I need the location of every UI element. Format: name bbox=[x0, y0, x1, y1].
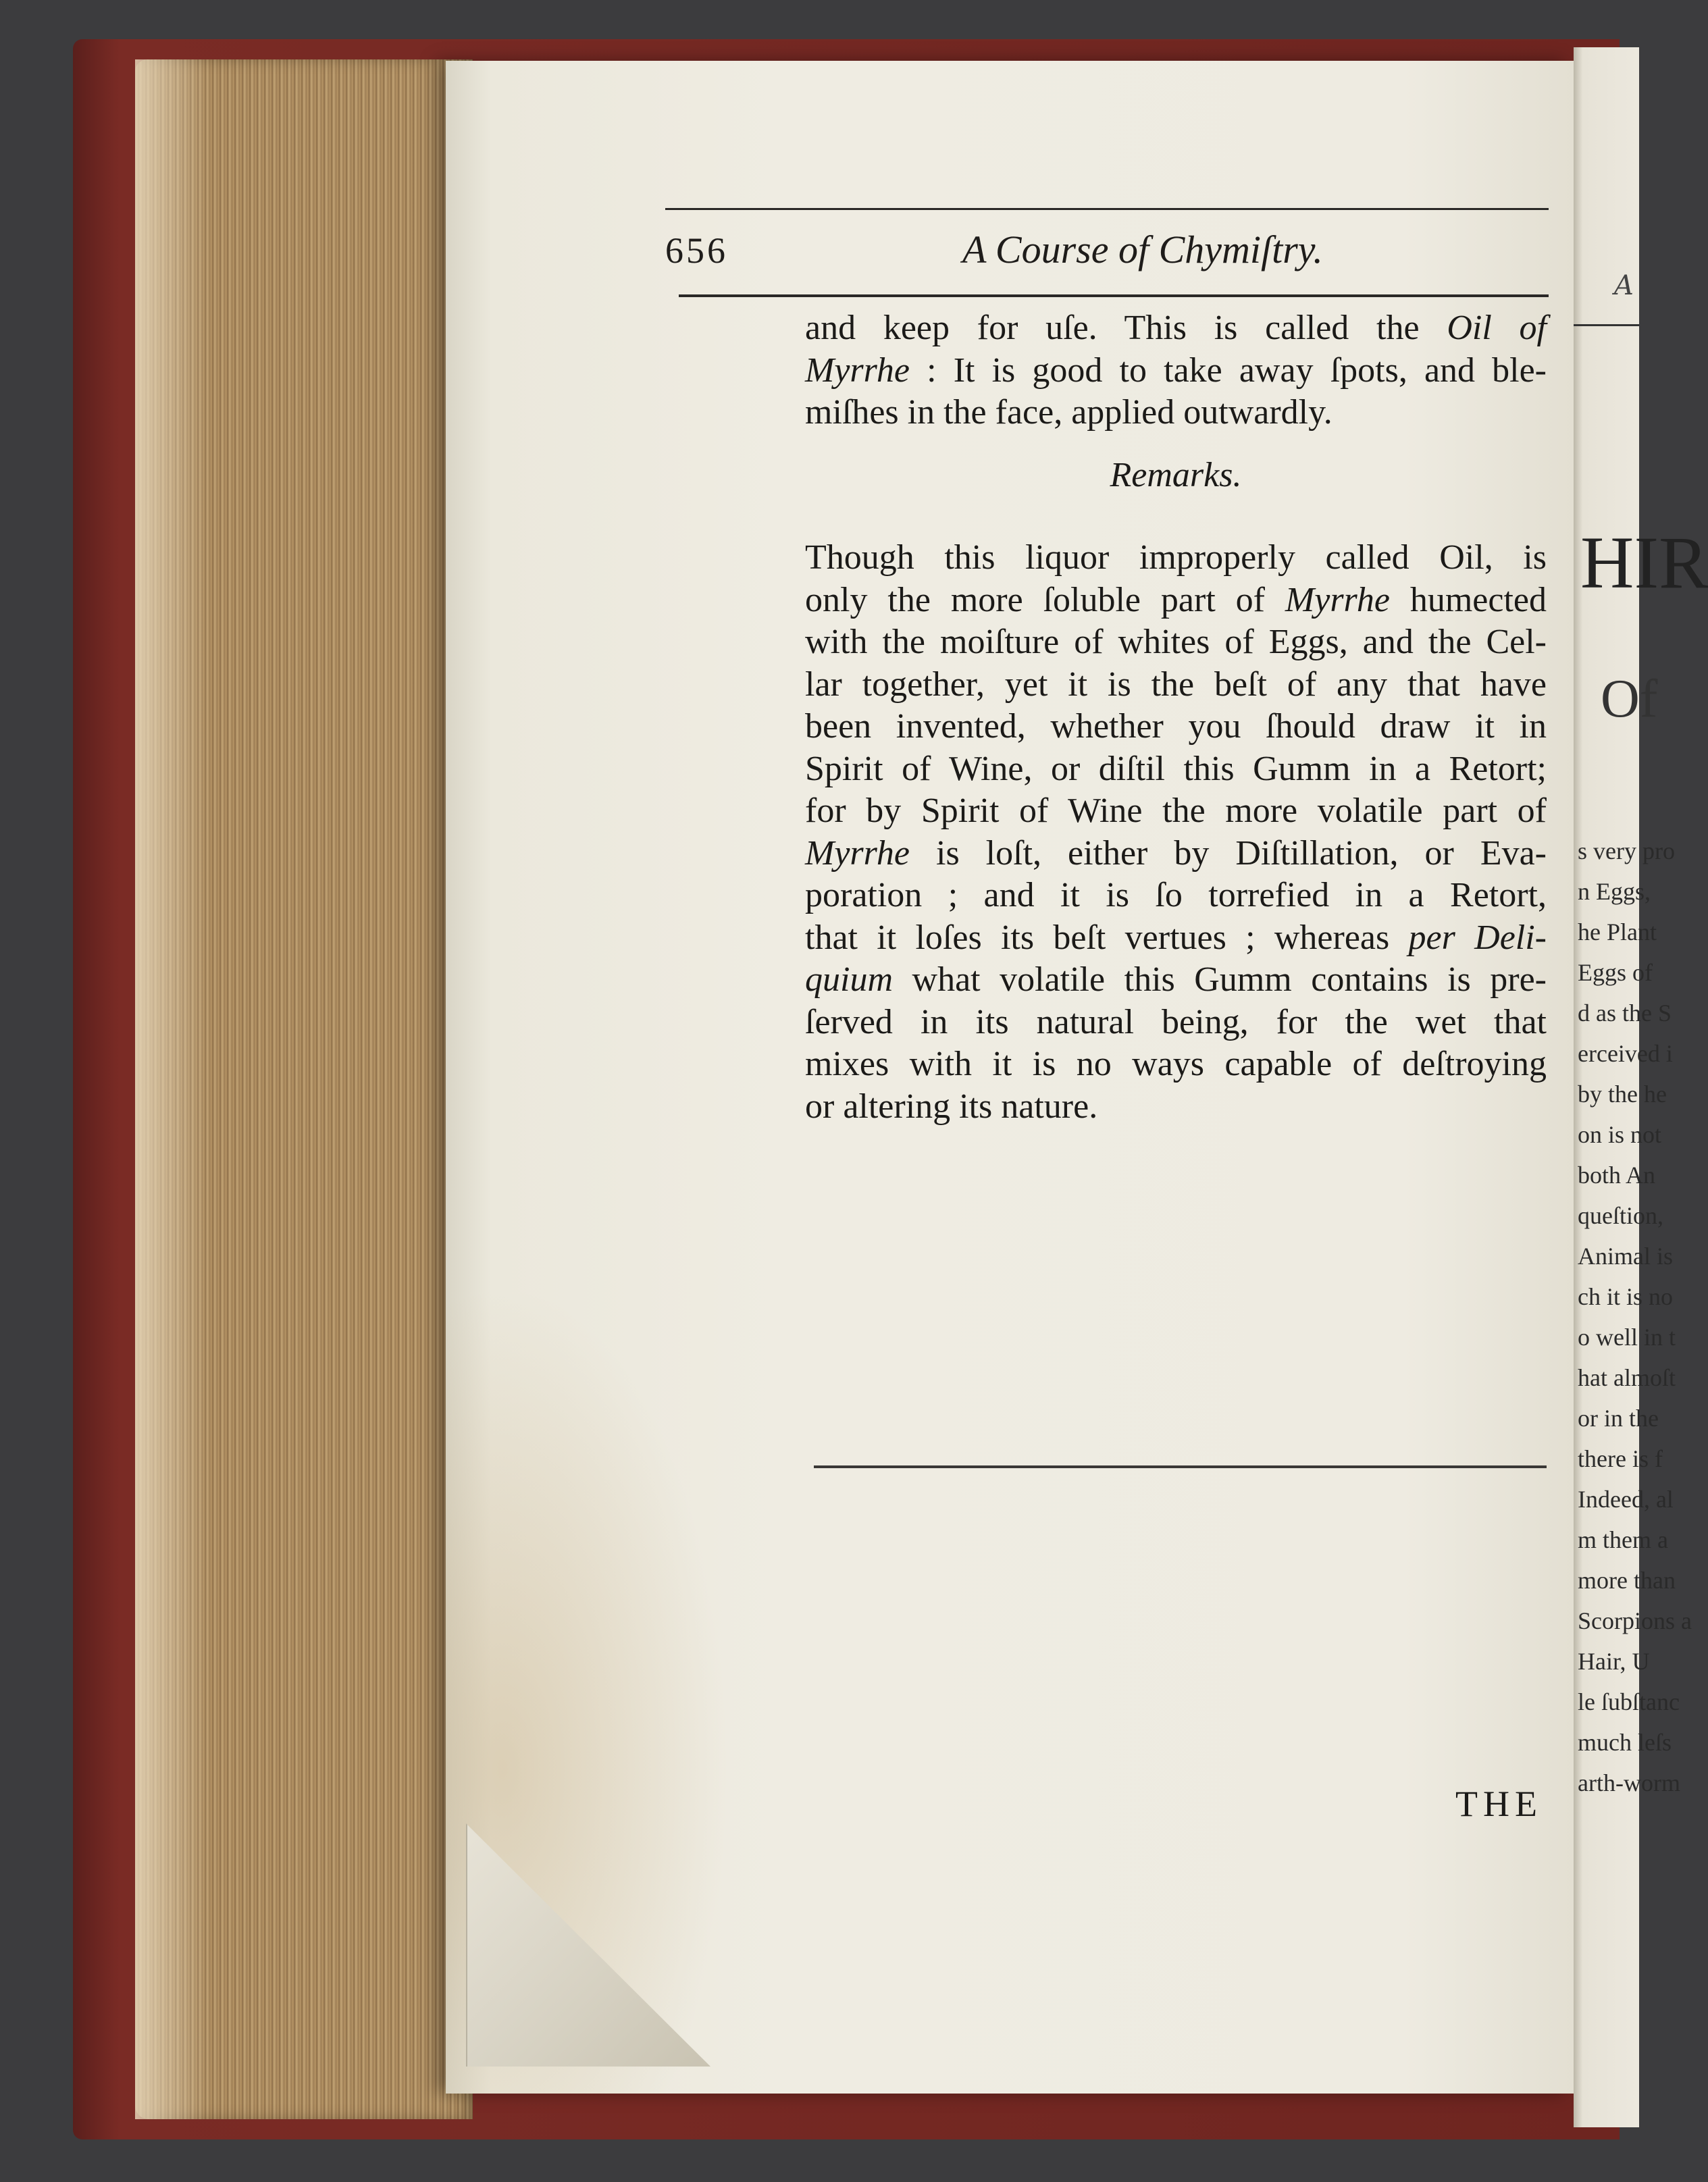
text-line: and keep for uſe. This is called the Oil of bbox=[805, 309, 1547, 347]
page-number: 656 bbox=[665, 230, 728, 271]
text-line: Myrrhe : It is good to take away ſpots, and ble- bbox=[805, 350, 1547, 390]
facing-page-line: ch it is no bbox=[1578, 1283, 1673, 1310]
facing-page-line: arth-worm bbox=[1578, 1769, 1680, 1796]
facing-page-line: m them a bbox=[1578, 1526, 1668, 1553]
facing-page-line: much leſs bbox=[1578, 1729, 1672, 1756]
facing-page-line: Hair, U bbox=[1578, 1648, 1650, 1675]
facing-page-line: d as the S bbox=[1578, 999, 1672, 1027]
facing-page-line: he Plant bbox=[1578, 918, 1657, 945]
facing-page-line: Animal is bbox=[1578, 1243, 1673, 1270]
italic-text: Myrrhe bbox=[805, 350, 910, 390]
text-line: that it loſes its beſt vertues ; whereas per Deli- bbox=[805, 918, 1547, 957]
remarks-heading: Remarks. bbox=[1110, 455, 1242, 494]
catchword: THE bbox=[1455, 1784, 1543, 1824]
facing-page-heading: HIR bbox=[1580, 521, 1708, 604]
header-rule-top bbox=[665, 208, 1549, 210]
page-header bbox=[665, 227, 1543, 288]
facing-page-line: o well in t bbox=[1578, 1324, 1676, 1351]
footer-rule bbox=[814, 1465, 1547, 1468]
italic-text: per Deli- bbox=[1408, 918, 1547, 957]
text-line: Though this liquor improperly called Oil, is bbox=[805, 538, 1547, 577]
main-text bbox=[805, 307, 1547, 1128]
facing-page-edge bbox=[1574, 47, 1708, 2127]
text-line: for by Spirit of Wine the more volatile part of bbox=[805, 791, 1547, 830]
facing-page-line: Eggs of bbox=[1578, 959, 1653, 986]
facing-page-line: both An bbox=[1578, 1162, 1656, 1189]
facing-page-rule bbox=[1574, 324, 1639, 326]
text-line: or altering its nature. bbox=[805, 1087, 1098, 1126]
facing-page-line: erceived i bbox=[1578, 1040, 1673, 1067]
text-line: ſerved in its natural being, for the wet that bbox=[805, 1002, 1547, 1041]
facing-page-subheading: Of bbox=[1601, 669, 1658, 729]
text-line: poration ; and it is ſo torrefied in a Retort, bbox=[805, 876, 1547, 914]
text-line: been invented, whether you ſhould draw it in bbox=[805, 707, 1547, 746]
facing-page-line: there is f bbox=[1578, 1445, 1663, 1472]
facing-page-line: le ſubſtanc bbox=[1578, 1688, 1680, 1715]
paragraph-oil-of-myrrhe bbox=[805, 307, 1547, 434]
facing-page-line: by the he bbox=[1578, 1081, 1667, 1108]
facing-page-line: hat almoſt bbox=[1578, 1364, 1676, 1391]
text-line: with the moiſture of whites of Eggs, and the Cel- bbox=[805, 623, 1547, 661]
header-rule-bottom bbox=[679, 294, 1549, 297]
facing-page-line: Indeed, al bbox=[1578, 1486, 1674, 1513]
facing-page-text bbox=[1574, 831, 1692, 1803]
paragraph-remarks bbox=[805, 537, 1547, 1128]
text-line: Spirit of Wine, or diſtil this Gumm in a Retort; bbox=[805, 749, 1547, 788]
facing-page-line: on is not bbox=[1578, 1121, 1662, 1148]
text-line: only the more ſoluble part of Myrrhe humected bbox=[805, 580, 1547, 619]
text-line: lar together, yet it is the beſt of any that have bbox=[805, 665, 1547, 704]
text-line: quium what volatile this Gumm contains is pre- bbox=[805, 960, 1547, 999]
facing-page-line: more than bbox=[1578, 1567, 1676, 1594]
italic-text: quium bbox=[805, 960, 893, 999]
text-line: miſhes in the face, applied outwardly. bbox=[805, 393, 1332, 432]
facing-page-line: queſtion, bbox=[1578, 1202, 1663, 1229]
facing-page-header: A bbox=[1614, 270, 1634, 301]
text-line: Myrrhe is loſt, either by Diſtillation, or Eva- bbox=[805, 833, 1547, 873]
running-title: A Course of Chymiſtry. bbox=[962, 228, 1323, 271]
facing-page-line: or in the bbox=[1578, 1405, 1659, 1432]
page-edges bbox=[135, 59, 473, 2119]
italic-text: Myrrhe bbox=[805, 833, 910, 873]
italic-text: Myrrhe bbox=[1285, 580, 1390, 619]
facing-page-line: Scorpions a bbox=[1578, 1607, 1692, 1634]
facing-page-line: s very pro bbox=[1578, 837, 1675, 864]
facing-page-line: n Eggs, bbox=[1578, 878, 1651, 905]
italic-text: Oil of bbox=[1447, 309, 1547, 347]
text-line: mixes with it is no ways capable of deſtroying bbox=[805, 1045, 1547, 1083]
